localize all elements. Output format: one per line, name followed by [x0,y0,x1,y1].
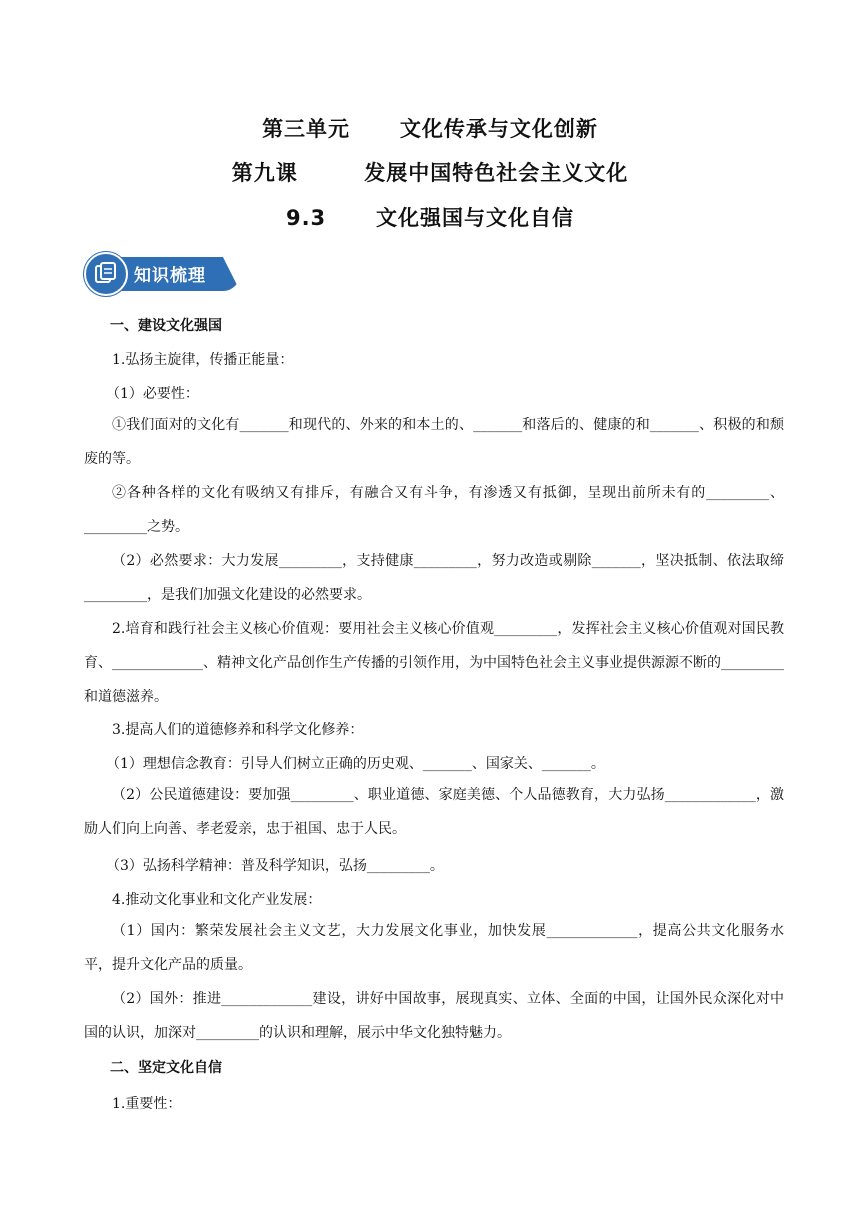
item-1-1-a: ①我们面对的文化有_______和现代的、外来的和本土的、_______和落后的、健康的和_______、积极的和颓废的等。 [84,417,784,467]
item-2: 2.培育和践行社会主义核心价值观：要用社会主义核心价值观_________，发挥社会主义核心价值观对国民教育、_____________、精神文化产品创作生产传播的引领作用，为中国特色社会主义事业提供源源不断的_________和道德滋养。 [84,621,784,705]
item-3-title: 3.提高人们的道德修养和科学文化修养： [112,722,364,738]
knowledge-badge [84,252,240,294]
section-title: 9.3 文化强国与文化自信 [285,206,575,230]
item-1-title: 1.弘扬主旋律，传播正能量： [112,352,294,368]
unit-title: 第三单元 文化传承与文化创新 [262,117,598,141]
document-stack-icon [84,252,128,296]
lesson-title: 第九课 发展中国特色社会主义文化 [231,161,629,185]
item-1-2: （2）必然要求：大力发展_________，支持健康_________，努力改造或剔除_______，坚决抵制、依法取缔_________，是我们加强文化建设的必然要求。 [84,553,784,603]
item-5-title: 1.重要性： [112,1096,182,1112]
item-1-1-label: （1）必要性： [106,386,199,402]
section-heading-2: 二、坚定文化自信 [110,1060,222,1076]
badge-label: 知识梳理 [134,266,206,286]
item-3-3: （3）弘扬科学精神：普及科学知识，弘扬_________。 [106,858,444,874]
section-heading-1: 一、建设文化强国 [110,318,222,334]
item-1-1-b: ②各种各样的文化有吸纳又有排斥，有融合又有斗争，有渗透又有抵御，呈现出前所未有的_________、_________之势。 [84,485,784,535]
item-3-2: （2）公民道德建设：要加强_________、职业道德、家庭美德、个人品德教育，大力弘扬_____________，激励人们向上向善、孝老爱亲，忠于祖国、忠于人民。 [84,787,784,837]
item-3-1: （1）理想信念教育：引导人们树立正确的历史观、_______、国家关、_______。 [106,756,605,772]
item-4-1: （1）国内：繁荣发展社会主义文艺，大力发展文化事业，加快发展_____________，提高公共文化服务水平，提升文化产品的质量。 [84,923,784,973]
item-4-2: （2）国外：推进_____________建设，讲好中国故事，展现真实、立体、全面的中国，让国外民众深化对中国的认识，加深对_________的认识和理解，展示中华文化独特魅力。 [84,991,784,1041]
item-4-title: 4.推动文化事业和文化产业发展： [112,892,322,908]
